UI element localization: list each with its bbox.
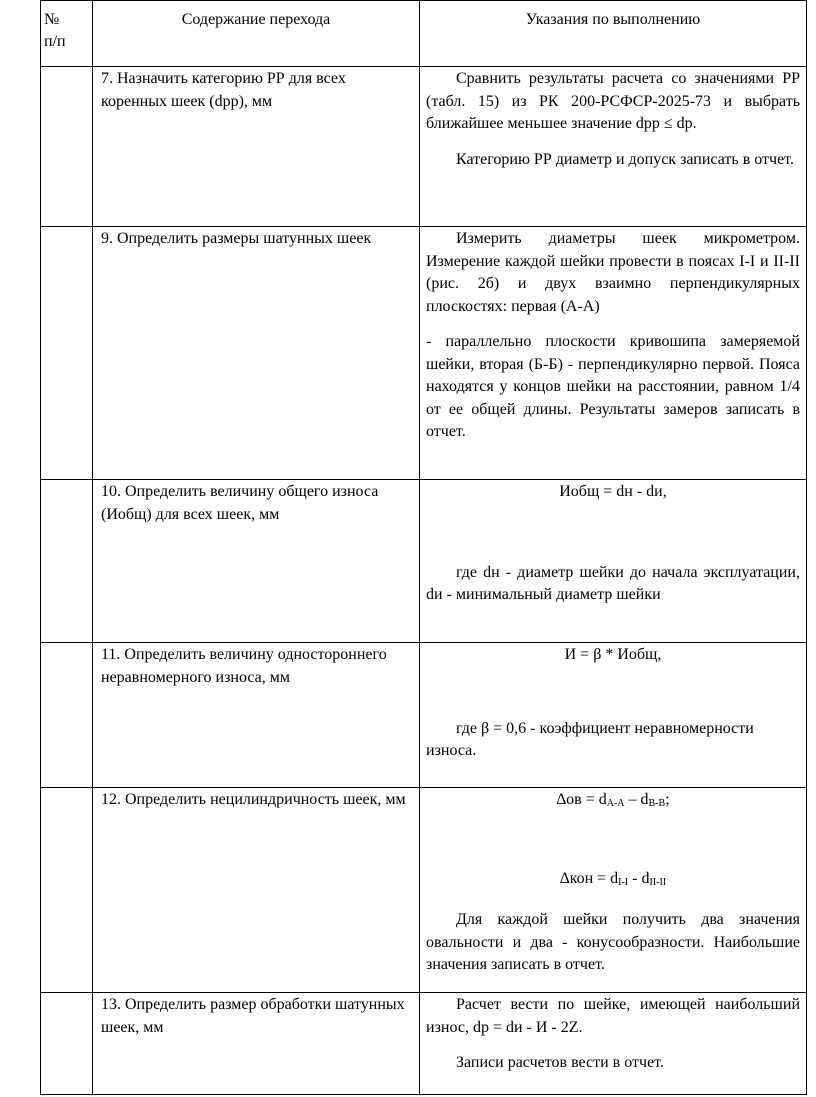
table-row [41, 993, 807, 1095]
table-row [41, 788, 807, 993]
step-cell: 9. Определить размеры шатунных шеек [93, 227, 420, 480]
table-row [41, 643, 807, 788]
table-row [41, 480, 807, 643]
header-step: Содержание перехода [93, 1, 420, 67]
row-number-cell [41, 227, 93, 480]
instructions-cell [420, 788, 807, 993]
header-instructions: Указания по выполнению [420, 1, 807, 67]
instruction-paragraph: Измерить диаметры шеек микрометром. Измерение каждой шейки провести в поясах I-I и II-II (рис. 2б) и двух взаимно перпендикулярных плоскостях: первая (А-А) [426, 230, 800, 315]
instruction-paragraph: - параллельно плоскости кривошипа замеряемой шейки, вторая (Б-Б) - перпендикулярно первой. Пояса находятся у концов шейки на расстоянии, равном 1/4 от ее общей длины. Результаты замеров записать в отчет. [426, 333, 800, 440]
row-number-cell [41, 643, 93, 788]
header-row [41, 1, 807, 67]
formula-uneven-wear: И = β * Иобщ, [564, 646, 662, 663]
formula-total-wear: Иобщ = dн - dи, [559, 483, 667, 500]
header-number [41, 1, 93, 67]
instructions-cell [420, 227, 807, 480]
instructions-cell [420, 993, 807, 1095]
instruction-paragraph: Расчет вести по шейке, имеющей наибольший износ, dр = dи - И - 2Z. [426, 996, 800, 1036]
table-row [41, 67, 807, 227]
row-number-cell [41, 67, 93, 227]
instruction-paragraph: Сравнить результаты расчета со значениями РР (табл. 15) из РК 200-РСФСР-2025-73 и выбрать ближайшее меньшее значение dрр ≤ dр. [426, 70, 800, 132]
instruction-paragraph: Для каждой шейки получить два значения овальности и два - конусообразности. Наибольшие значения записать в отчет. [426, 911, 800, 973]
step-cell: 10. Определить величину общего износа (Иобщ) для всех шеек, мм [93, 480, 420, 643]
formula-taper: $\Delta кон = d_{I-I} - d_{II-II}$ [559, 869, 667, 888]
row-number-cell [41, 788, 93, 993]
row-number-cell [41, 480, 93, 643]
header-number-label: п/п [44, 33, 66, 50]
formula-ovality: $\Delta ов = d_{А-А} - d_{В-В}$; [556, 791, 670, 809]
instruction-paragraph: Категорию РР диаметр и допуск записать в отчет. [456, 150, 794, 168]
table-row [41, 227, 807, 480]
step-cell: 13. Определить размер обработки шатунных шеек, мм [93, 993, 420, 1095]
header-number-symbol: № [44, 11, 60, 28]
instructions-cell [420, 67, 807, 227]
step-cell: 11. Определить величину одностороннего неравномерного износа, мм [93, 643, 420, 788]
step-cell: 12. Определить нецилиндричность шеек, мм [93, 788, 420, 993]
instructions-cell [420, 643, 807, 788]
instruction-paragraph: где dн - диаметр шейки до начала эксплуатации, dи - минимальный диаметр шейки [426, 563, 800, 603]
instruction-paragraph: Записи расчетов вести в отчет. [456, 1054, 664, 1071]
instruction-paragraph: где β = 0,6 - коэффициент неравномерности износа. [426, 719, 754, 759]
row-number-cell [41, 993, 93, 1095]
instructions-cell [420, 480, 807, 643]
step-cell: 7. Назначить категорию РР для всех коренных шеек (dрр), мм [93, 67, 420, 227]
process-table [40, 0, 807, 1095]
